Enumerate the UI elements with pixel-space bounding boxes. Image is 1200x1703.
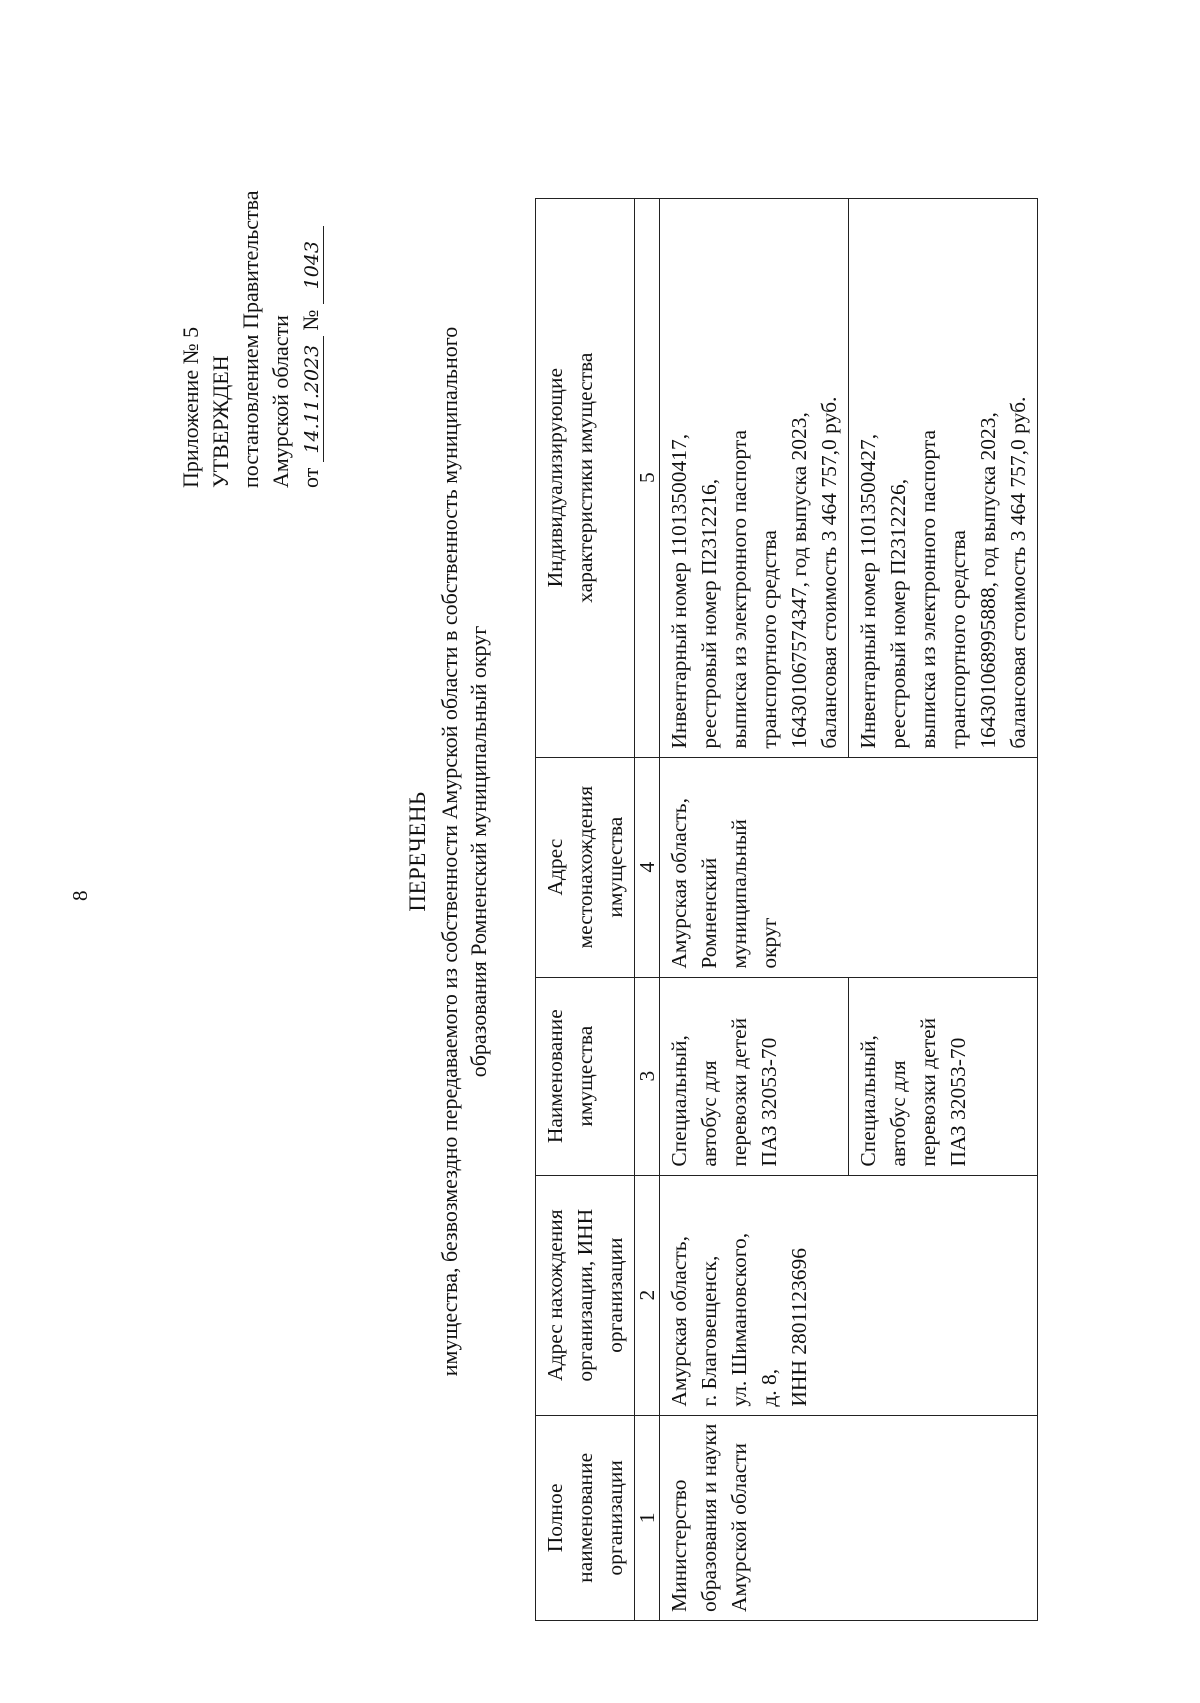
page-number: 8	[68, 890, 92, 901]
region-label: Амурской области	[268, 315, 293, 488]
header-property-name: Наименование имущества	[536, 977, 635, 1175]
approval-date-line	[296, 190, 326, 488]
date-prefix: от	[298, 467, 323, 488]
document-subtitle-line1: имущества, безвозмездно передаваемого из собственности Амурской области в собственность муниципального	[437, 326, 462, 1377]
property-location-cell: Амурская область, Ромненский муниципальный округ	[660, 757, 1038, 977]
header-characteristics: Индивидуализирующие характеристики имущества	[536, 198, 635, 757]
appendix-label: Приложение № 5	[178, 326, 203, 488]
column-number: 1	[635, 1415, 660, 1620]
column-number: 3	[635, 977, 660, 1175]
column-number: 2	[635, 1175, 660, 1415]
document-subtitle-line2: образования Ромненский муниципальный округ	[466, 625, 491, 1078]
organization-address-cell: Амурская область, г. Благовещенск, ул. Шимановского, д. 8, ИНН 2801123696	[660, 1175, 1038, 1415]
column-number-row	[635, 198, 660, 1620]
number-prefix: №	[298, 309, 323, 331]
property-name-cell: Специальный, автобус для перевозки детей ПАЗ 32053-70	[660, 977, 849, 1175]
approved-label: УТВЕРЖДЕН	[208, 355, 233, 488]
table-row	[660, 198, 849, 1620]
header-org-name: Полное наименование организации	[536, 1415, 635, 1620]
approval-stamp	[176, 190, 326, 488]
column-number: 4	[635, 757, 660, 977]
header-org-address: Адрес нахождения организации, ИНН организации	[536, 1175, 635, 1415]
organization-name-cell: Министерство образования и науки Амурской области	[660, 1415, 1038, 1620]
characteristics-cell: Инвентарный номер 11013500427, реестровый номер П2312226, выписка из электронного паспорта транспортного средства 164301068995888, год выпуска 2023, балансовая стоимость 3 464 757,0 руб.	[849, 198, 1038, 757]
approval-number: 1043	[301, 226, 324, 304]
header-property-location: Адрес местонахождения имущества	[536, 757, 635, 977]
document-title: ПЕРЕЧЕНЬ	[405, 791, 430, 912]
property-table	[535, 198, 1038, 1621]
resolution-label: постановлением Правительства	[238, 190, 263, 488]
column-number: 5	[635, 198, 660, 757]
characteristics-cell: Инвентарный номер 11013500417, реестровый номер П2312216, выписка из электронного паспорта транспортного средства 164301067574347, год выпуска 2023, балансовая стоимость 3 464 757,0 руб.	[660, 198, 849, 757]
approval-date: 14.11.2023	[301, 336, 324, 462]
table-header-row	[536, 198, 635, 1620]
property-name-cell: Специальный, автобус для перевозки детей ПАЗ 32053-70	[849, 977, 1038, 1175]
